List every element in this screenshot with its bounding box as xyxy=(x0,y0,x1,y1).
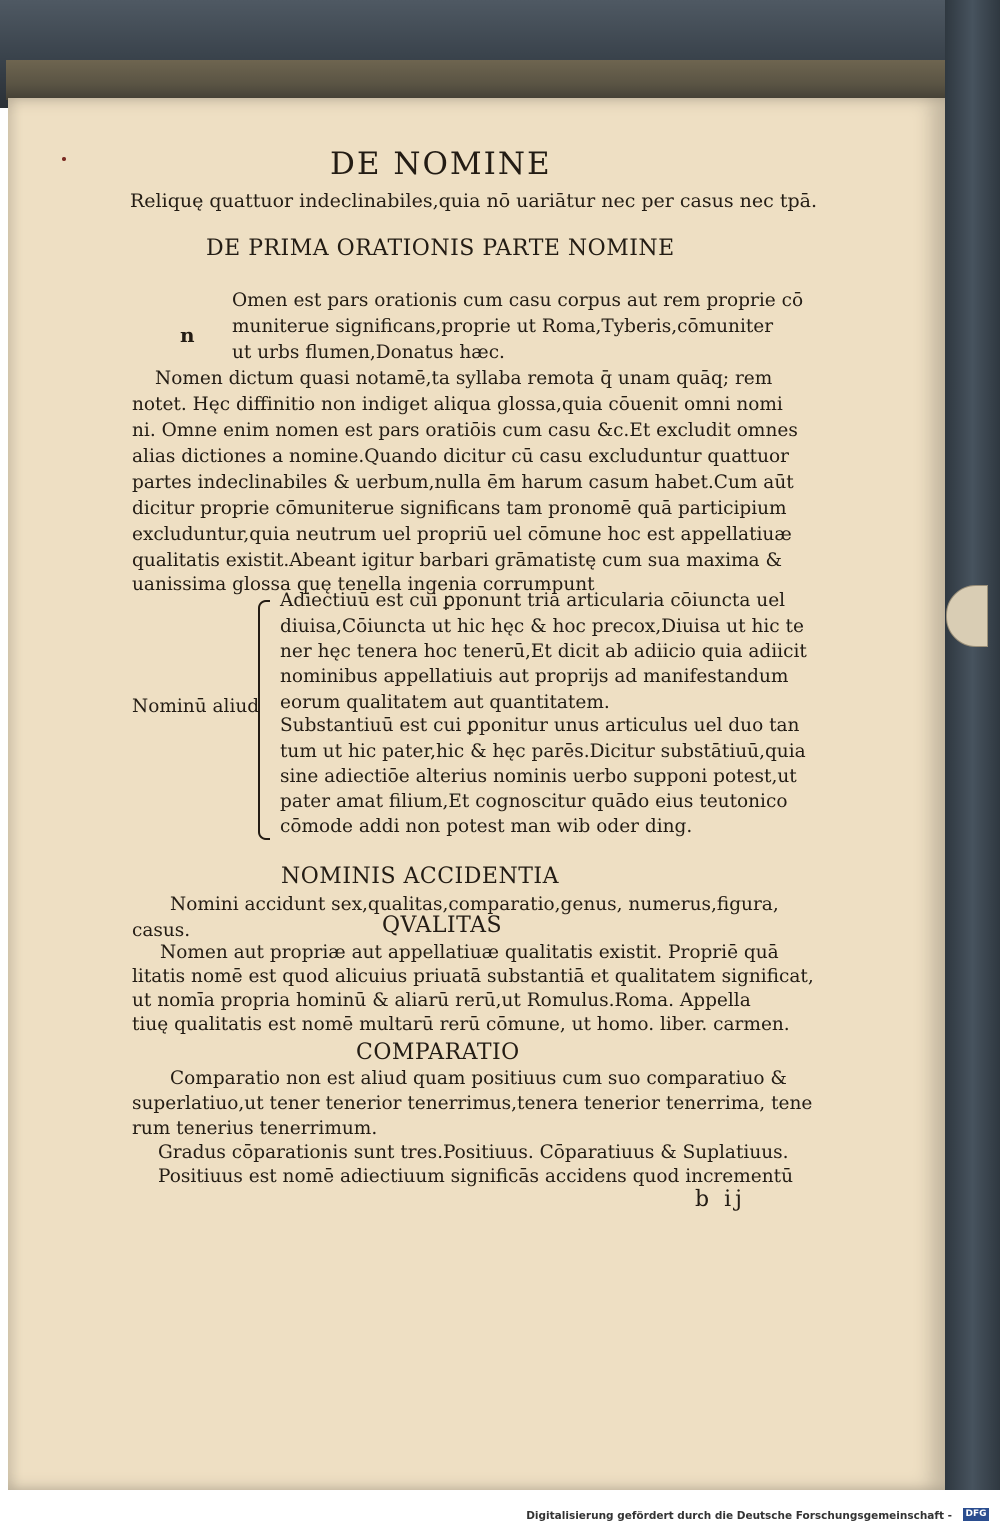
section-title-accidentia: NOMINIS ACCIDENTIA xyxy=(281,864,559,889)
text-line: sine adiectiōe alterius nominis uerbo supponi potest,ut xyxy=(280,766,797,787)
text-line: ut nomīa propria hominū & aliarū rerū,ut Romulus.Roma. Appella xyxy=(132,990,751,1011)
bracket xyxy=(258,600,270,840)
text-line: ni. Omne enim nomen est pars oratiōis cum casu &c.Et excludit omnes xyxy=(132,420,798,441)
text-line: superlatiuo,ut tener tenerior tenerrimus,tenera tenerior tenerrima, tene xyxy=(132,1093,813,1114)
text-line: muniterue significans,proprie ut Roma,Tyberis,cōmuniter xyxy=(232,316,774,337)
top-line: Reliquę quattuor indeclinabiles,quia nō uariātur nec per casus nec tpā. xyxy=(130,190,817,212)
bracket-label: Nominū aliud xyxy=(132,696,260,717)
signature-mark: b ij xyxy=(695,1187,746,1212)
text-line: tum ut hic pater,hic & hęc parēs.Dicitur substātiuū,quia xyxy=(280,741,806,762)
text-line: Nomen aut propriæ aut appellatiuæ qualitatis existit. Propriē quā xyxy=(160,942,779,963)
text-line: notet. Hęc diffinitio non indiget aliqua glossa,quia cōuenit omni nomi xyxy=(132,394,783,415)
section-title-qualitas: QVALITAS xyxy=(382,913,503,938)
text-line: Substantiuū est cui ꝑponitur unus articulus uel duo tan xyxy=(280,715,800,736)
text-line: uanissima glossa quę tenella ingenia corrumpunt xyxy=(132,574,595,595)
footer-credit: Digitalisierung gefördert durch die Deutsche Forschungsgemeinschaft - xyxy=(526,1510,952,1522)
text-line: pater amat filium,Et cognoscitur quādo eius teutonico xyxy=(280,791,788,812)
text-line: cōmode addi non potest man wib oder ding. xyxy=(280,816,693,837)
text-line: Omen est pars orationis cum casu corpus aut rem proprie cō xyxy=(232,290,804,311)
text-line: Comparatio non est aliud quam positiuus cum suo comparatiuo & xyxy=(170,1068,787,1089)
section-title-prima: DE PRIMA ORATIONIS PARTE NOMINE xyxy=(206,236,675,261)
text-line: litatis nomē est quod alicuius priuatā substantiā et qualitatem significat, xyxy=(132,966,814,987)
text-line: tiuę qualitatis est nomē multarū rerū cōmune, ut homo. liber. carmen. xyxy=(132,1014,790,1035)
text-line: nominibus appellatiuis aut proprijs ad manifestandum xyxy=(280,666,789,687)
book-spine xyxy=(945,0,1000,1490)
text-line: Gradus cōparationis sunt tres.Positiuus. Cōparatiuus & Suplatiuus. xyxy=(158,1142,789,1163)
text-line: dicitur proprie cōmuniterue significans tam pronomē quā participium xyxy=(132,498,787,519)
page-edges xyxy=(6,60,954,100)
page-heading: DE NOMINE xyxy=(330,146,552,182)
text-line: partes indeclinabiles & uerbum,nulla ēm harum casum habet.Cum aūt xyxy=(132,472,794,493)
text-line: ner hęc tenera hoc tenerū,Et dicit ab adiicio quia adiicit xyxy=(280,641,807,662)
text-line: rum tenerius tenerrimum. xyxy=(132,1118,378,1139)
text-line: excluduntur,quia neutrum uel propriū uel cōmune hoc est appellatiuæ xyxy=(132,524,792,545)
text-line: alias dictiones a nomine.Quando dicitur cū casu excluduntur quattuor xyxy=(132,446,789,467)
text-line: ut urbs flumen,Donatus hæc. xyxy=(232,342,505,363)
text-line: Nomen dictum quasi notamē,ta syllaba remota q̄ unam quāq; rem xyxy=(155,368,773,389)
text-line: eorum qualitatem aut quantitatem. xyxy=(280,692,610,713)
dfg-logo: DFG xyxy=(963,1508,989,1521)
text-line: Positiuus est nomē adiectiuum significās accidens quod incrementū xyxy=(158,1166,793,1187)
text-line: qualitatis existit.Abeant igitur barbari grāmatistę cum sua maxima & xyxy=(132,550,782,571)
text-line: casus. xyxy=(132,920,191,941)
section-title-comparatio: COMPARATIO xyxy=(356,1040,520,1065)
text-line: diuisa,Cōiuncta ut hic hęc & hoc precox,Diuisa ut hic te xyxy=(280,616,804,637)
text-line: Nomini accidunt sex,qualitas,comparatio,genus, numerus,figura, xyxy=(170,894,779,915)
text-line: Adiectiuū est cui ꝑponunt̄ tria articularia cōiuncta uel xyxy=(280,590,786,611)
ink-speck xyxy=(62,157,66,161)
drop-capital: n xyxy=(180,323,195,347)
